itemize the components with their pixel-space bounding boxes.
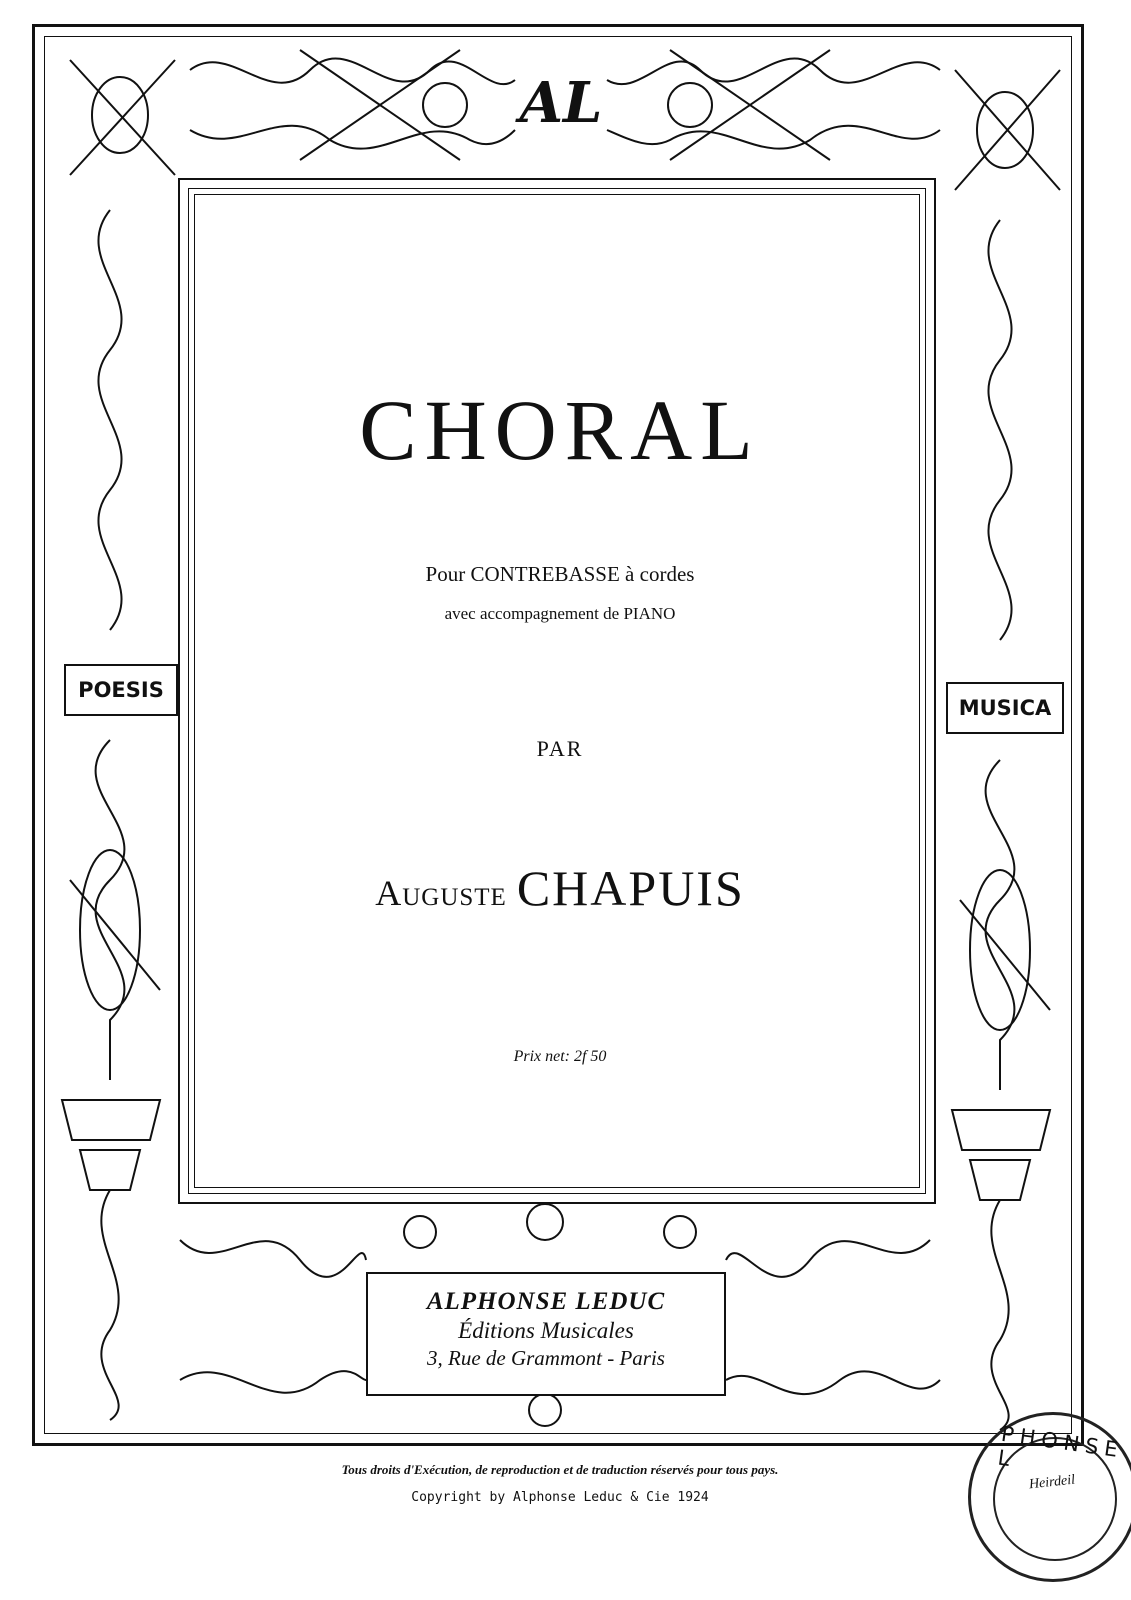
price-label: Prix net: 2f 50 (513, 1048, 607, 1065)
composer-first-name: Auguste (375, 873, 507, 913)
publisher-cartouche (366, 1272, 726, 1396)
stamp-text-middle: Heirdeil (1028, 1472, 1076, 1493)
composer-last-name: CHAPUIS (516, 860, 745, 916)
stamp-text-top: PHONSE L (996, 1421, 1126, 1472)
publisher-name: ALPHONSE LEDUC (426, 1288, 666, 1315)
library-stamp (968, 1412, 1131, 1582)
instrumentation-line: Pour CONTREBASSE à cordes (425, 562, 695, 586)
accompaniment-line: avec accompagnement de PIANO (444, 604, 676, 623)
copyright-notice: Copyright by Alphonse Leduc & Cie 1924 (411, 1490, 709, 1505)
by-label: PAR (536, 736, 584, 761)
composer-name (200, 858, 920, 931)
publisher-editions: Éditions Musicales (458, 1318, 634, 1343)
poesis-banner: POESIS (64, 664, 178, 716)
page-title: CHORAL (359, 382, 761, 478)
publisher-monogram: AL (519, 70, 603, 136)
musica-banner: MUSICA (946, 682, 1064, 734)
publisher-address: 3, Rue de Grammont - Paris (427, 1346, 665, 1370)
rights-notice: Tous droits d'Exécution, de reproduction et de traduction réservés pour tous pays. (341, 1462, 779, 1477)
